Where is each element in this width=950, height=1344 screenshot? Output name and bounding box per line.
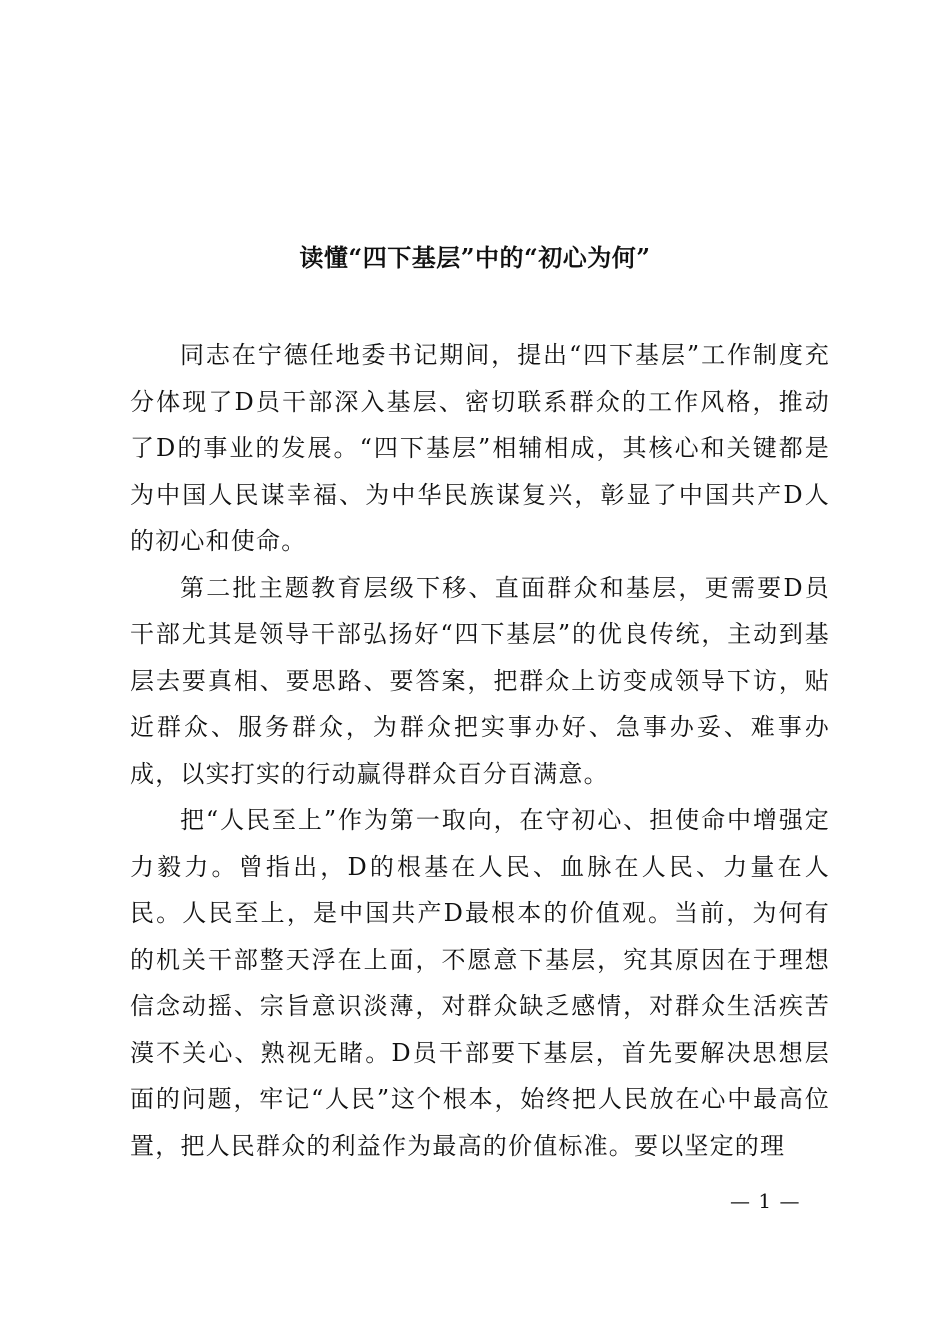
paragraph-3: 把“人民至上”作为第一取向，在守初心、担使命中增强定力毅力。曾指出，D的根基在人民、血脉在人民、力量在人民。人民至上，是中国共产D最根本的价值观。当前，为何有的机关干部整天浮在上面，不愿意下基层，究其原因在于理想信念动摇、宗旨意识淡薄，对群众缺乏感情，对群众生活疾苦漠不关心、熟视无睹。D员干部要下基层，首先要解决思想层面的问题，牢记“人民”这个根本，始终把人民放在心中最高位置，把人民群众的利益作为最高的价值标准。要以坚定的理: [130, 806, 830, 1160]
page-number: — 1 —: [730, 1189, 801, 1213]
document-body: [130, 332, 830, 1169]
paragraph-1: 同志在宁德任地委书记期间，提出“四下基层”工作制度充分体现了D员干部深入基层、密切联系群众的工作风格，推动了D的事业的发展。“四下基层”相辅相成，其核心和关键都是为中国人民谋幸福、为中华民族谋复兴，彰显了中国共产D人的初心和使命。: [130, 341, 830, 555]
paragraph-2: 第二批主题教育层级下移、直面群众和基层，更需要D员干部尤其是领导干部弘扬好“四下基层”的优良传统，主动到基层去要真相、要思路、要答案，把群众上访变成领导下访，贴近群众、服务群众，为群众把实事办好、急事办妥、难事办成，以实打实的行动赢得群众百分百满意。: [130, 573, 830, 788]
document-title: 读懂“四下基层”中的“初心为何”: [299, 243, 651, 272]
